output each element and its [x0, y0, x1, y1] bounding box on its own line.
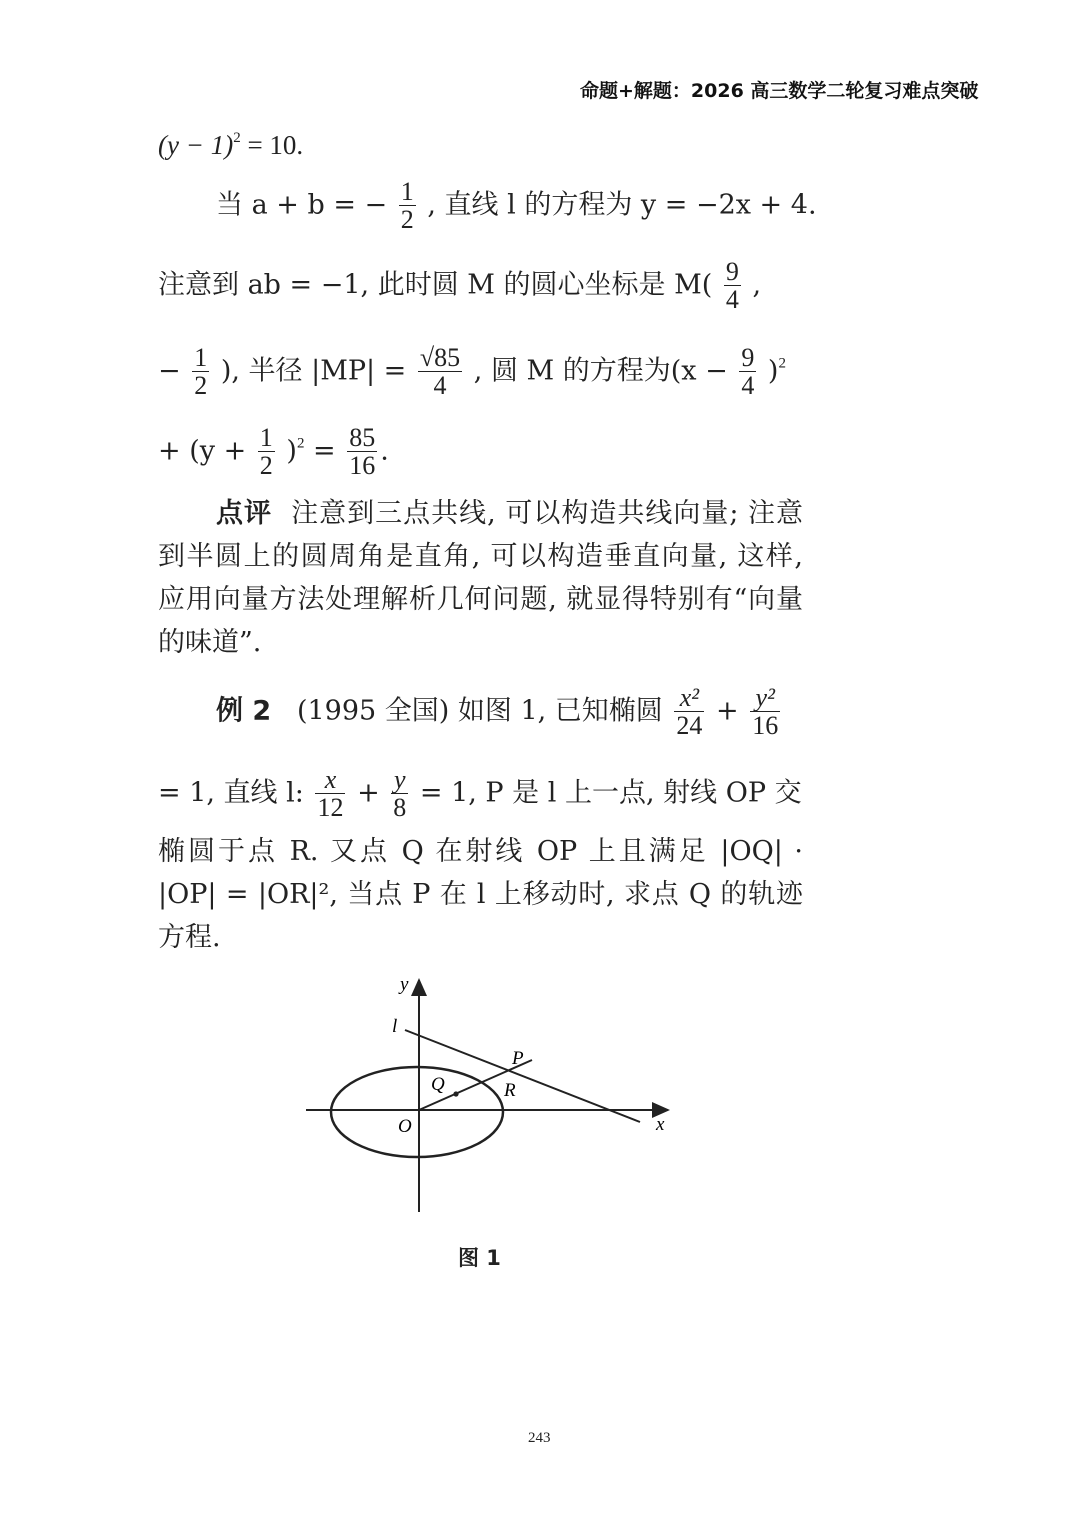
example-label: 例 2 [216, 695, 272, 727]
comment-text: 注意到三点共线, 可以构造共线向量; 注意到半圆上的圆周角是直角, 可以构造垂直向量, 这样, 应用向量方法处理解析几何问题, 就显得特别有“向量的味道”. [158, 498, 804, 658]
ellipse-figure [300, 968, 700, 1218]
label-r: R [504, 1080, 516, 1101]
label-l: l [392, 1016, 398, 1037]
label-o: O [398, 1116, 412, 1137]
ellipse [331, 1067, 503, 1157]
fraction-x2-over-24: $\frac{\text{x²}}{24}$ [676, 683, 703, 741]
running-header: 命题+解题：2026 高三数学二轮复习难点突破 [580, 80, 979, 102]
solution-line-5: + (y + $\frac{1}{2}$ )$^2$ = $\frac{85}{16}$ . [158, 423, 389, 481]
solution-line-4: − $\frac{1}{2}$ ), 半径 |MP| = $\frac{√85}{4}$ , 圆 M 的方程为(x − $\frac{9}{4}$ )$^2$ [158, 343, 786, 401]
figure-caption: 图 1 [458, 1246, 501, 1270]
example-line-2: = 1, 直线 l: $\frac{x}{12}$ + $\frac{y}{8}$ = 1, P 是 l 上一点, 射线 OP 交 [158, 765, 802, 823]
fraction-x-over-12: $\frac{x}{12}$ [317, 765, 344, 823]
label-y: y [400, 974, 409, 995]
fraction-85-over-16: $\frac{85}{16}$ [349, 423, 376, 481]
solution-line-2: 当 a + b = − $\frac{1}{2}$ , 直线 l 的方程为 y = −2x + 4. [216, 177, 817, 235]
fraction-sqrt85-over-4: $\frac{√85}{4}$ [419, 343, 461, 401]
label-q: Q [431, 1074, 445, 1095]
solution-line-3: 注意到 ab = −1, 此时圆 M 的圆心坐标是 M( $\frac{9}{4}$ , [158, 257, 762, 315]
label-p: P [512, 1048, 524, 1069]
solution-line-1: $(y - 1)^2 = 10$. [158, 130, 304, 160]
example-line-1: 例 2 (1995 全国) 如图 1, 已知椭圆 $\frac{\text{x²}}{24}$ + $\frac{\text{y²}}{16}$ [216, 683, 779, 741]
ellipse-diagram [300, 968, 700, 1218]
comment-paragraph [158, 492, 803, 664]
fraction-one-half: $\frac{1}{2}$ [400, 177, 414, 235]
label-x: x [656, 1114, 665, 1135]
page-number: 243 [528, 1430, 551, 1446]
fraction-y2-over-16: $\frac{\text{y²}}{16}$ [752, 683, 779, 741]
point-q [453, 1091, 458, 1096]
comment-label: 点评 [216, 498, 272, 529]
example-paragraph: 椭圆于点 R. 又点 Q 在射线 OP 上且满足 |OQ| · |OP| = |OR|², 当点 P 在 l 上移动时, 求点 Q 的轨迹方程. [158, 836, 803, 953]
fraction-y-over-8: $\frac{y}{8}$ [393, 765, 407, 823]
fraction-nine-quarters: $\frac{9}{4}$ [725, 257, 739, 315]
